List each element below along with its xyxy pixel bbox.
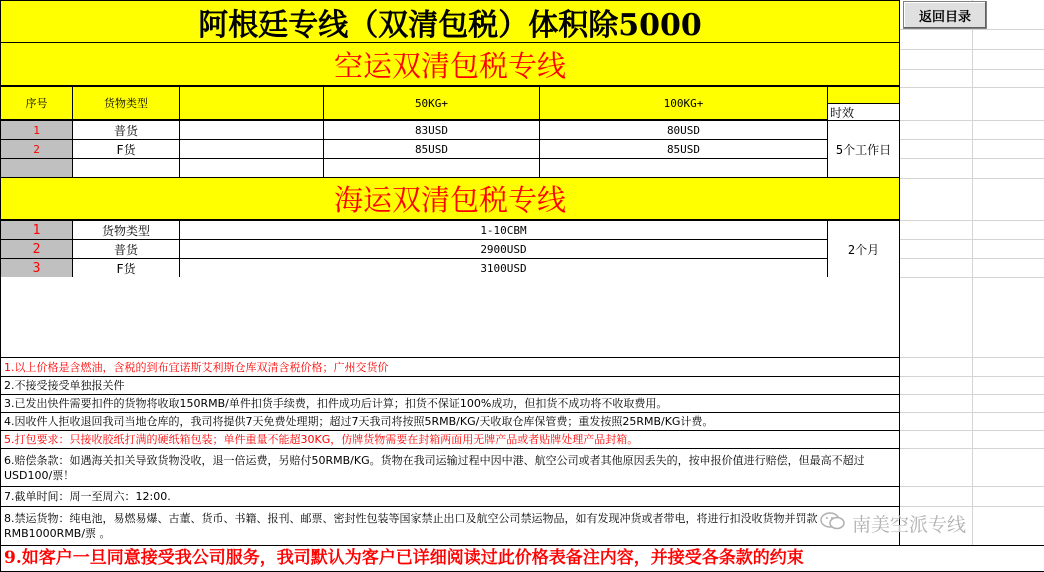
header-cargo-type: 货物类型 [72, 86, 180, 120]
air-row-empty [323, 158, 540, 178]
air-row-price-100: 80USD [539, 120, 828, 140]
air-section-title: 空运双清包税专线 [0, 43, 900, 86]
sea-row-type: 货物类型 [72, 220, 180, 240]
header-blank [179, 86, 324, 120]
air-row-price-50: 85USD [323, 139, 540, 159]
page-title: 阿根廷专线（双清包税）体积除5000 [0, 0, 900, 43]
sea-row-no: 3 [0, 258, 73, 278]
note-9: 9.如客户一旦同意接受我公司服务，我司默认为客户已详细阅读过此价格表备注内容，并接受各条款的约束 [0, 545, 1044, 572]
note-3: 3.已发出快件需要扣件的货物将收取150RMB/单件扣货手续费，扣件成功后计算；扣货不保证100%成功，但扣货不成功将不收取费用。 [0, 394, 900, 413]
header-100kg: 100KG+ [539, 86, 828, 120]
watermark-text: 南美空派专线 [852, 514, 967, 536]
air-row-price-50: 83USD [323, 120, 540, 140]
sea-row-type: F货 [72, 258, 180, 278]
blank-area [0, 277, 900, 358]
note-4: 4.因收件人拒收退回我司当地仓库的，我司将提供7天免费处理期；超过7天我司将按照5RMB/KG/天收取仓库保管费；重发按照25RMB/KG计费。 [0, 412, 900, 431]
air-row-price-100: 85USD [539, 139, 828, 159]
note-7: 7.截单时间：周一至周六：12:00. [0, 486, 900, 507]
air-row-blank [179, 120, 324, 140]
note-2: 2.不接受接受单独报关件 [0, 376, 900, 395]
watermark [820, 510, 966, 537]
header-time: 时效 [827, 103, 900, 121]
note-6: 6.赔偿条款：如遇海关扣关导致货物没收，退一倍运费，另赔付50RMB/KG。货物在我司运输过程中因中港、航空公司或者其他原因丢失的，按申报价值进行赔偿，但最高不超过USD100/票！ [0, 448, 900, 487]
air-row-empty [72, 158, 180, 178]
header-50kg: 50KG+ [323, 86, 540, 120]
sea-row-no: 2 [0, 239, 73, 259]
air-transit-time: 5个工作日 [827, 120, 900, 178]
note-5: 5.打包要求：只接收胶纸打满的硬纸箱包装；单件重量不能超30KG，仿牌货物需要在封箱两面用无牌产品或者贴牌处理产品封箱。 [0, 430, 900, 449]
header-time-top [827, 86, 900, 104]
sea-transit-time: 2个月 [827, 220, 900, 278]
wechat-icon [820, 511, 846, 536]
sea-row-value: 1-10CBM [179, 220, 828, 240]
air-row-no: 1 [0, 120, 73, 140]
air-row-type: 普货 [72, 120, 180, 140]
spreadsheet-grid [900, 0, 1044, 572]
air-row-no: 2 [0, 139, 73, 159]
return-to-index-button[interactable]: 返回目录 [903, 1, 987, 29]
note-1: 1.以上价格是含燃油，含税的到布宜诺斯艾利斯仓库双清含税价格；广州交货价 [0, 357, 900, 377]
air-row-no-empty [0, 158, 73, 178]
air-row-empty [539, 158, 828, 178]
sea-row-value: 3100USD [179, 258, 828, 278]
note-8: 8.禁运货物：纯电池，易燃易爆、古董、货币、书籍、报刊、邮票、密封性包装等国家禁止出口及航空公司禁运物品，如有发现冲货或者带电，将进行扣没收货物并罚款RMB1000RMB/票 。 [0, 506, 900, 546]
sea-row-value: 2900USD [179, 239, 828, 259]
air-row-type: F货 [72, 139, 180, 159]
air-row-empty [179, 158, 324, 178]
header-no: 序号 [0, 86, 73, 120]
sea-row-type: 普货 [72, 239, 180, 259]
sea-section-title: 海运双清包税专线 [0, 178, 900, 220]
sea-row-no: 1 [0, 220, 73, 240]
air-row-blank [179, 139, 324, 159]
